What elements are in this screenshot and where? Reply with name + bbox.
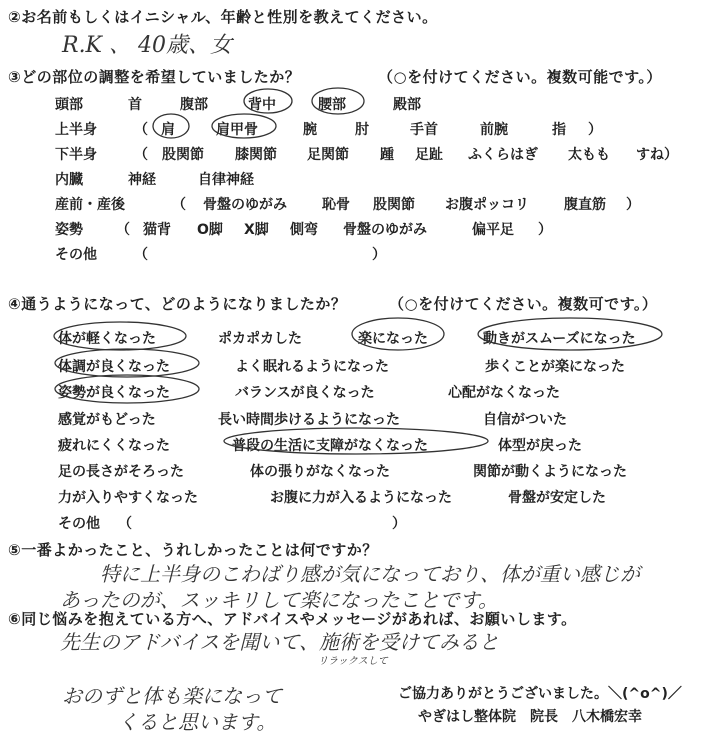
q3-item: 自律神経 [198, 172, 254, 188]
q4-option: バランスが良くなった [235, 385, 375, 401]
q3-item: 偏平足 [472, 222, 514, 238]
q3-item: 背中 [248, 97, 276, 113]
q2-answer: R.K 、 40歳、女 [62, 33, 232, 58]
q3-item: O脚 [197, 222, 223, 238]
q4-option: 体が軽くなった [58, 331, 156, 347]
q4-option: ） [392, 516, 406, 532]
q4-option: 体型が戻った [498, 438, 582, 454]
q3-item: ） [538, 222, 552, 238]
q6-label: ⑥同じ悩みを抱えている方へ、アドバイスやメッセージがあれば、お願いします。 [8, 610, 577, 628]
q6-answer-line3: くると思います。 [118, 710, 277, 734]
q4-option: 姿勢が良くなった [58, 385, 170, 401]
q3-item: 恥骨 [322, 197, 350, 213]
q3-item: 股関節 [373, 197, 415, 213]
mark-taichou [55, 349, 199, 377]
q3-item: 神経 [128, 172, 156, 188]
q3-item: （ [172, 197, 186, 213]
mark-raku [352, 318, 444, 350]
q4-option: ポカポカした [218, 331, 302, 347]
q3-item: 首 [128, 97, 142, 113]
q3-item: 側弯 [290, 222, 318, 238]
mark-karui [54, 322, 186, 350]
q3-item: 指 [552, 122, 566, 138]
q4-option: （ [118, 516, 132, 532]
q3-category: 産前・産後 [55, 197, 125, 213]
q4-option: 自信がついた [483, 412, 567, 428]
q6-answer-line1: 先生のアドバイスを聞いて、施術を受けてみると [60, 630, 499, 654]
q3-label: ③どの部位の調整を希望していましたか？ [8, 68, 301, 86]
q4-option: よく眠れるようになった [235, 359, 389, 375]
mark-shisei [55, 375, 199, 403]
q3-item: 骨盤のゆがみ [343, 222, 427, 238]
q4-option: 体調が良くなった [58, 359, 170, 375]
q5-answer-line2: あったのが、スッキリして楽になったことです。 [60, 588, 498, 612]
q3-item: 足趾 [415, 147, 443, 163]
q6-answer-line2: おのずと体も楽になって [62, 684, 282, 708]
q3-item: 股関節 [162, 147, 204, 163]
q4-label: ④通うようになって、どのようになりましたか？ [8, 295, 347, 313]
q3-item: 骨盤のゆがみ [203, 197, 287, 213]
q3-item: 肩甲骨 [216, 122, 258, 138]
q4-option: 普段の生活に支障がなくなった [232, 438, 428, 454]
q4-option: 心配がなくなった [448, 385, 560, 401]
q4-option: 力が入りやすくなった [58, 490, 198, 506]
q3-item: （ [134, 147, 148, 163]
mark-youbu [312, 88, 364, 114]
q3-item: お腹ポッコリ [445, 197, 529, 213]
q3-item: 頭部 [55, 97, 83, 113]
q4-option: 骨盤が安定した [508, 490, 606, 506]
q4-option: その他 [58, 516, 100, 532]
q3-item: 手首 [410, 122, 438, 138]
q4-option: 歩くことが楽になった [485, 359, 625, 375]
mark-kata [153, 114, 189, 138]
q3-category: その他 [55, 247, 97, 263]
q4-option: 長い時間歩けるようになった [218, 412, 400, 428]
q4-option: 動きがスムーズになった [483, 331, 636, 347]
q4-option: 体の張りがなくなった [250, 464, 390, 480]
q3-item: 猫背 [143, 222, 171, 238]
q4-option: お腹に力が入るようになった [270, 490, 452, 506]
q3-category: 内臓 [55, 172, 83, 188]
q3-item: 腕 [303, 122, 317, 138]
mark-smooth [478, 318, 662, 350]
q4-note: （○を付けてください。複数可です。） [389, 295, 658, 313]
q3-item: すね） [636, 147, 678, 163]
q4-option: 足の長さがそろった [58, 464, 184, 480]
q3-item: 太もも [568, 147, 610, 163]
q3-item: ふくらはぎ [468, 147, 538, 163]
q4-option: 関節が動くようになった [473, 464, 627, 480]
q3-item: X脚 [244, 222, 269, 238]
q4-option: 疲れにくくなった [58, 438, 170, 454]
q3-category: 下半身 [55, 147, 97, 163]
q3-item: 踵 [380, 147, 394, 163]
q3-item: 殿部 [393, 97, 421, 113]
q5-label: ⑤一番よかったこと、うれしかったことは何ですか？ [8, 541, 378, 559]
q2-label: ②お名前もしくはイニシャル、年齢と性別を教えてください。 [8, 8, 438, 26]
q3-category: 姿勢 [55, 222, 83, 238]
q3-item: 腹直筋 [564, 197, 606, 213]
footer-thanks: ご協力ありがとうございました。＼(^o^)／ [398, 686, 682, 702]
q3-item: （ [116, 222, 130, 238]
q3-item: 肩 [161, 122, 175, 138]
q3-item: （ [134, 122, 148, 138]
q3-item: 足関節 [307, 147, 349, 163]
q4-option: 楽になった [358, 331, 428, 347]
q3-item: ） [588, 122, 602, 138]
q3-category: 上半身 [55, 122, 97, 138]
q3-note: （○を付けてください。複数可能です。） [378, 68, 662, 86]
q3-item: ） [372, 247, 386, 263]
mark-senaka [244, 89, 292, 113]
q5-answer-line1: 特に上半身のこわばり感が気になっており、体が重い感じが [100, 562, 640, 586]
q3-item: 前腕 [480, 122, 508, 138]
mark-fudan [224, 428, 488, 454]
q3-item: 肘 [355, 122, 369, 138]
q3-item: 腹部 [180, 97, 208, 113]
q3-item: ） [626, 197, 640, 213]
mark-kenkoukotsu [212, 114, 276, 138]
q3-item: 膝関節 [235, 147, 277, 163]
q3-item: 腰部 [318, 97, 346, 113]
q4-option: 感覚がもどった [58, 412, 156, 428]
q6-answer-insert: リラックスして [318, 656, 388, 667]
footer-clinic: やぎはし整体院 院長 八木橋宏幸 [418, 709, 642, 725]
q3-item: （ [134, 247, 148, 263]
